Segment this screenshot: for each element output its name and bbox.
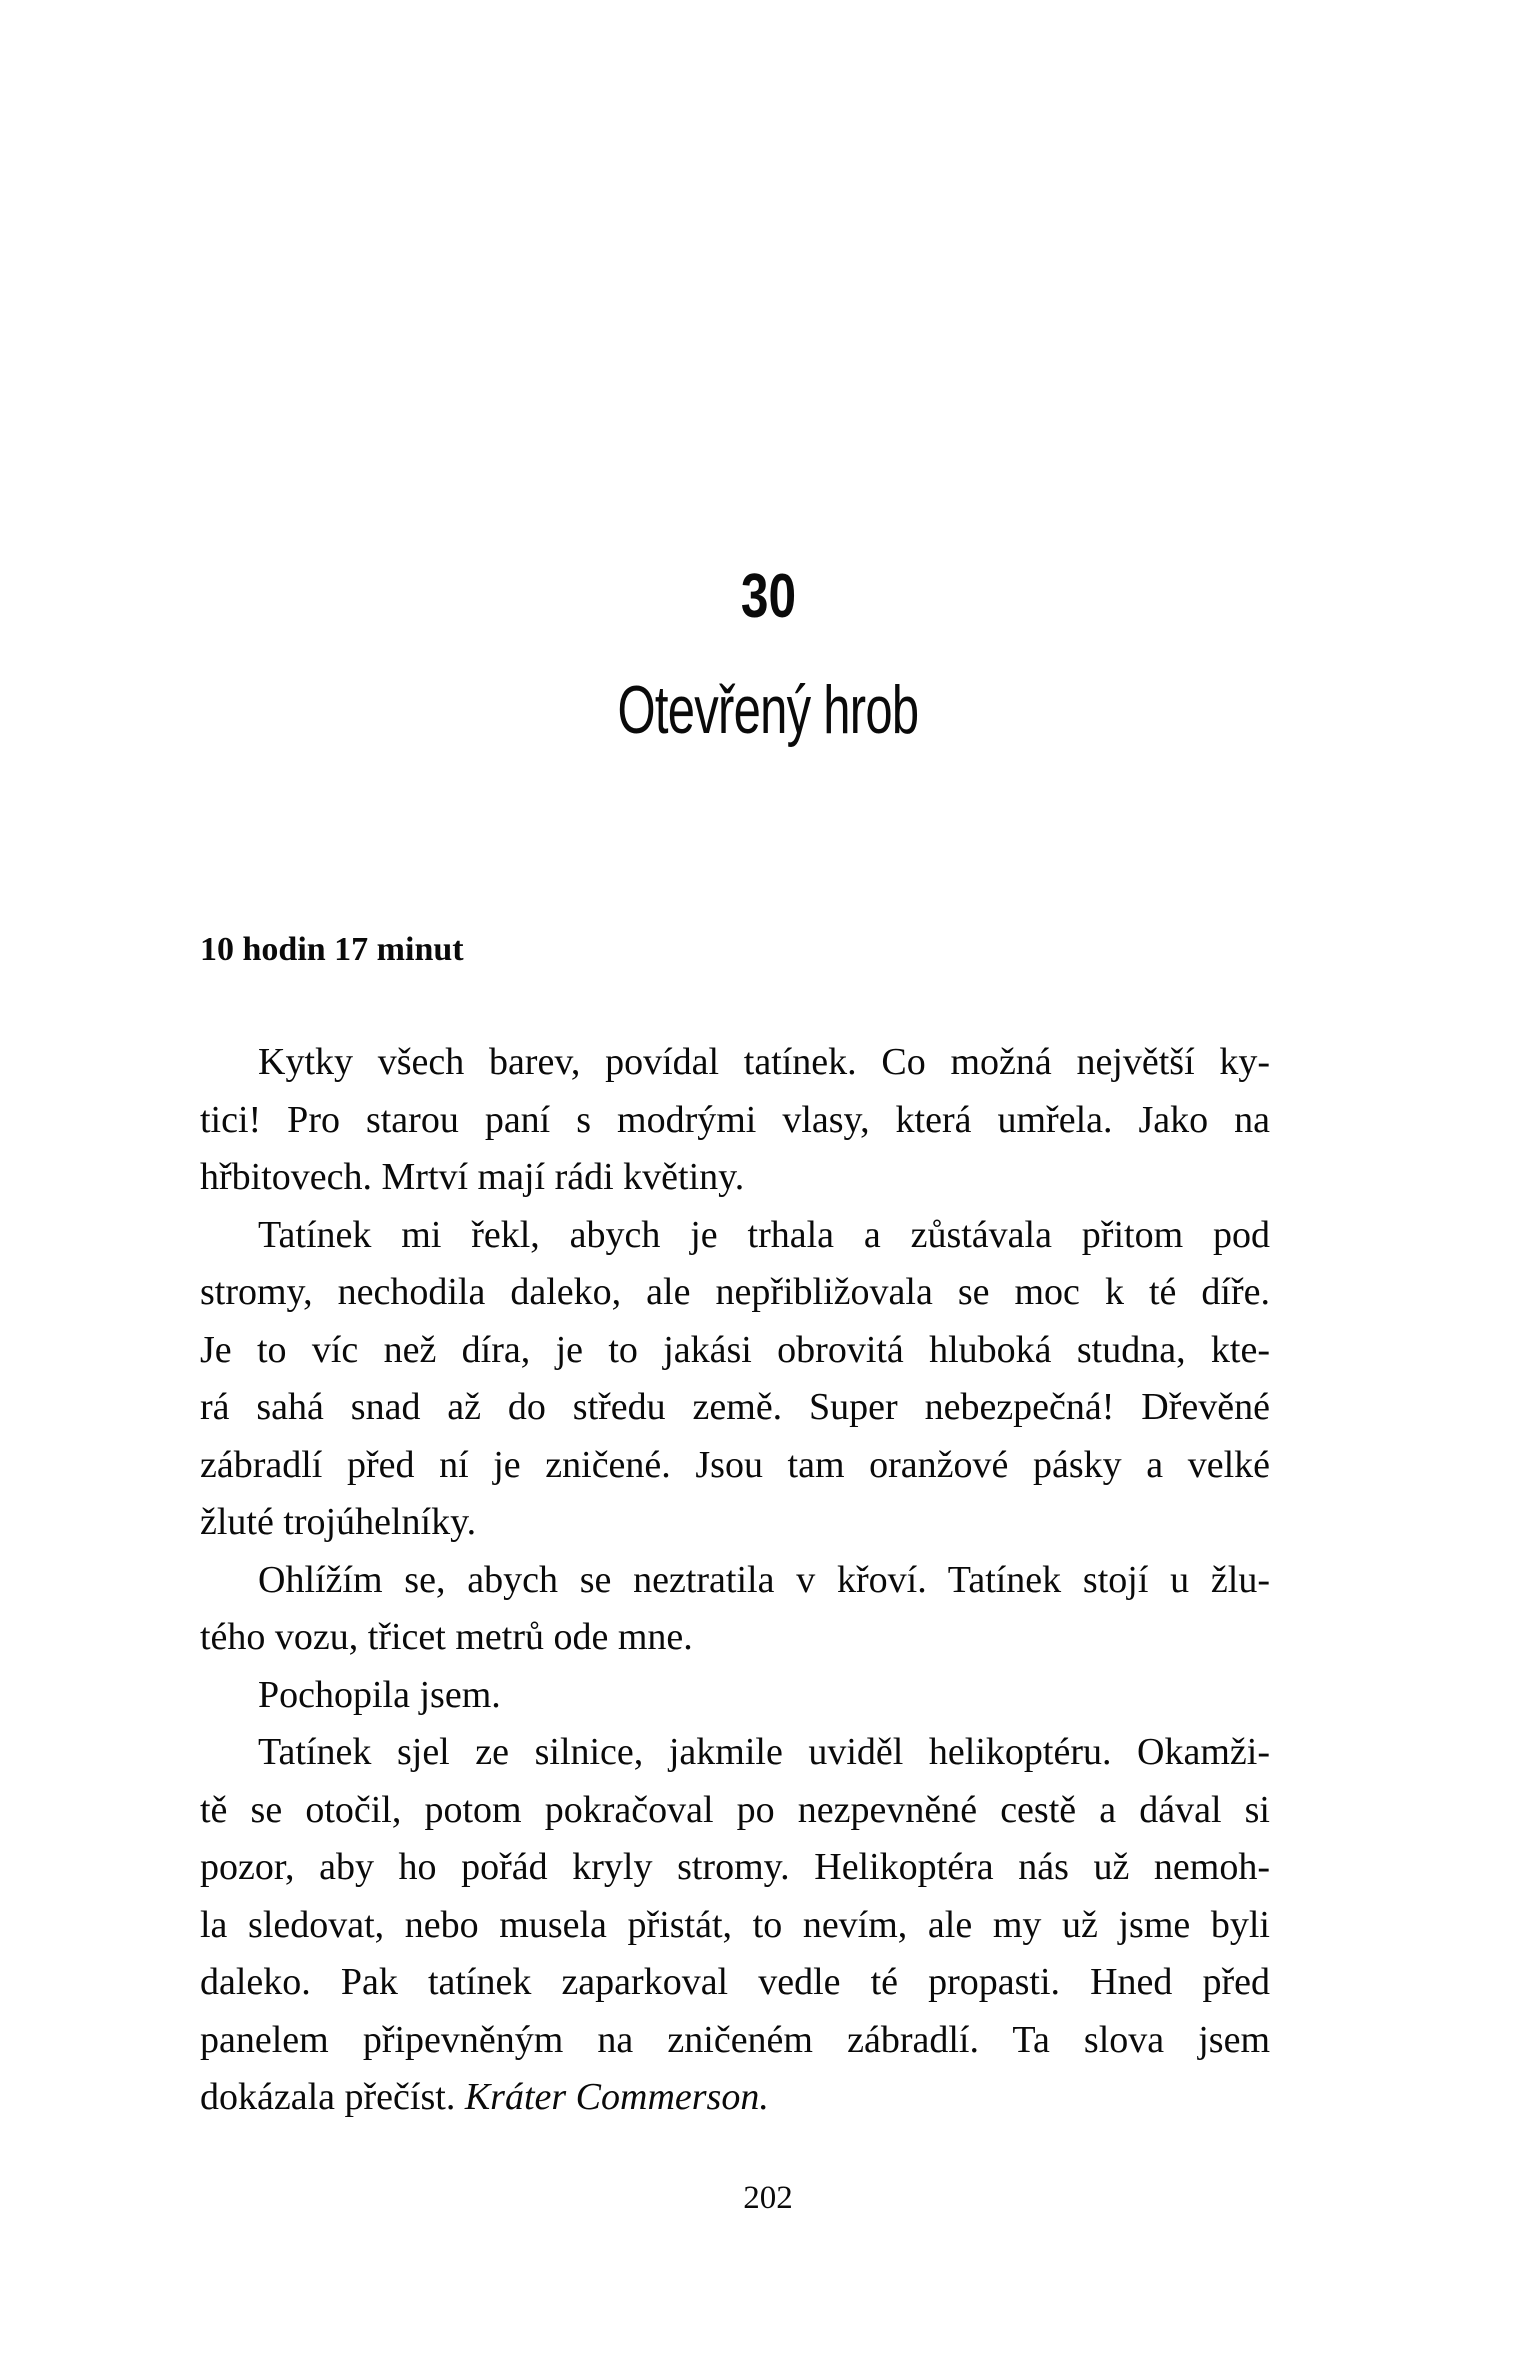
chapter-title bbox=[0, 672, 1536, 748]
text-line-content: zábradlí před ní je zničené. Jsou tam oranžové pásky a velké bbox=[200, 1443, 1270, 1486]
text-line-content: dokázala přečíst. bbox=[200, 2076, 465, 2118]
text-line bbox=[200, 1437, 1270, 1495]
text-line bbox=[200, 1322, 1270, 1380]
text-line bbox=[200, 1149, 1270, 1207]
text-line-content: Kytky všech barev, povídal tatínek. Co možná největší ky- bbox=[258, 1041, 1270, 1083]
text-line-content: tého vozu, třicet metrů ode mne. bbox=[200, 1616, 693, 1658]
text-line bbox=[200, 1897, 1270, 1955]
section-heading: 10 hodin 17 minut bbox=[200, 931, 464, 968]
text-line-content: panelem připevněným na zničeném zábradlí. Ta slova jsem bbox=[200, 2018, 1270, 2061]
text-line-content: rá sahá snad až do středu země. Super nebezpečná! Dřevěné bbox=[200, 1386, 1270, 1428]
text-line bbox=[200, 1379, 1270, 1437]
text-line-content: hřbitovech. Mrtví mají rádi květiny. bbox=[200, 1156, 745, 1198]
text-line-content: tě se otočil, potom pokračoval po nezpevněné cestě a dával si bbox=[200, 1788, 1270, 1831]
page-number: 202 bbox=[743, 2180, 793, 2216]
text-line-content: pozor, aby ho pořád kryly stromy. Helikoptéra nás už nemoh- bbox=[200, 1846, 1270, 1888]
text-line bbox=[200, 2012, 1270, 2070]
text-line bbox=[200, 1552, 1270, 1610]
chapter-title-text: Otevřený hrob bbox=[617, 672, 919, 748]
text-line-content: Tatínek sjel ze silnice, jakmile uviděl helikoptéru. Okamži- bbox=[258, 1731, 1270, 1773]
body-text bbox=[200, 1034, 1270, 2127]
text-line-content: Je to víc než díra, je to jakási obrovitá hluboká studna, kte- bbox=[200, 1328, 1270, 1371]
text-line-content: Ohlížím se, abych se neztratila v křoví. Tatínek stojí u žlu- bbox=[258, 1558, 1270, 1601]
text-line-content: Pochopila jsem. bbox=[258, 1673, 501, 1716]
chapter-number-text: 30 bbox=[740, 562, 796, 631]
text-line bbox=[200, 1264, 1270, 1322]
text-line bbox=[200, 1034, 1270, 1092]
text-line bbox=[200, 1782, 1270, 1840]
text-line bbox=[200, 1092, 1270, 1150]
text-line-content: daleko. Pak tatínek zaparkoval vedle té propasti. Hned před bbox=[200, 1961, 1270, 2003]
text-line-content: stromy, nechodila daleko, ale nepřibližovala se moc k té díře. bbox=[200, 1271, 1270, 1313]
text-line bbox=[200, 1609, 1270, 1667]
text-line-content: žluté trojúhelníky. bbox=[200, 1501, 477, 1543]
text-line bbox=[200, 1494, 1270, 1552]
text-line-content: tici! Pro starou paní s modrými vlasy, která umřela. Jako na bbox=[200, 1098, 1270, 1141]
text-line-italic: Kráter Commerson. bbox=[464, 2076, 769, 2118]
text-line bbox=[200, 1207, 1270, 1265]
text-line bbox=[200, 2069, 1270, 2127]
text-line bbox=[200, 1839, 1270, 1897]
text-line-content: Tatínek mi řekl, abych je trhala a zůstávala přitom pod bbox=[258, 1213, 1270, 1256]
chapter-number bbox=[0, 562, 1536, 631]
text-line bbox=[200, 1724, 1270, 1782]
text-line-content: la sledovat, nebo musela přistát, to nevím, ale my už jsme byli bbox=[200, 1903, 1270, 1946]
text-line bbox=[200, 1667, 1270, 1725]
text-line bbox=[200, 1954, 1270, 2012]
